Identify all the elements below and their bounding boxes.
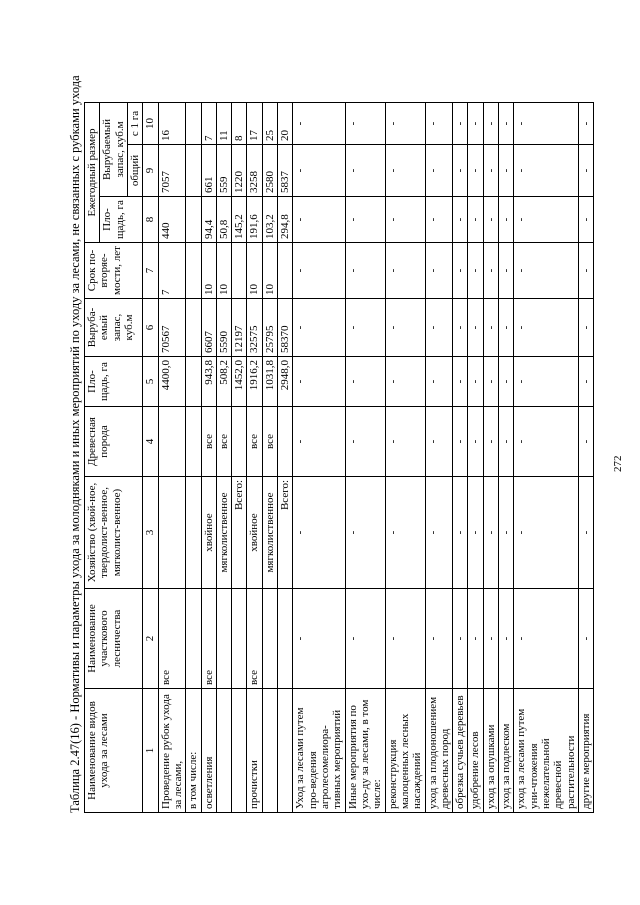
table-cell: другие мероприятия (578, 689, 593, 813)
table-cell: Всего: (278, 477, 293, 589)
table-cell: 10 (262, 243, 277, 299)
table-row (453, 103, 468, 813)
table-cell: - (499, 243, 514, 299)
table-cell: - (345, 477, 385, 589)
table-cell: мягколиственное (216, 477, 231, 589)
table-cell: - (345, 197, 385, 243)
table-cell: - (578, 145, 593, 197)
table-cell: - (385, 145, 425, 197)
table-cell: 559 (216, 145, 231, 197)
table-cell: Проведение рубок ухода за лесами, (158, 689, 186, 813)
table-cell: - (499, 357, 514, 407)
table-cell (232, 243, 247, 299)
table-cell: - (514, 145, 579, 197)
table-cell: - (468, 103, 483, 145)
table-cell: 10 (216, 243, 231, 299)
table-cell (158, 477, 186, 589)
table-cell: - (499, 145, 514, 197)
table-cell: - (293, 103, 345, 145)
table-cell: 661 (201, 145, 216, 197)
table-cell: - (578, 477, 593, 589)
table-cell: удобрение лесов (468, 689, 483, 813)
column-number: 5 (143, 357, 158, 407)
table-cell: - (293, 589, 345, 689)
table-cell: - (483, 589, 498, 689)
table-cell: все (247, 407, 262, 477)
table-row (425, 103, 453, 813)
table-cell: 7 (201, 103, 216, 145)
table-cell: прочистки (247, 689, 262, 813)
table-cell: - (578, 357, 593, 407)
table-cell (278, 243, 293, 299)
table-row (578, 103, 593, 813)
table-cell: - (385, 407, 425, 477)
table-row (216, 103, 231, 813)
table-cell: уход за лесами путем уни-чтожения нежелательной древесной растительности (514, 689, 579, 813)
table-cell: - (483, 477, 498, 589)
table-cell (262, 589, 277, 689)
table-cell: - (483, 357, 498, 407)
table-cell: - (425, 145, 453, 197)
table-cell: реконструкция малоценных лесных насаждений (385, 689, 425, 813)
table-cell: - (425, 477, 453, 589)
care-norms-table (84, 102, 594, 813)
table-cell: 2948,0 (278, 357, 293, 407)
table-cell: 5837 (278, 145, 293, 197)
table-cell: уход за плодоношением древесных пород (425, 689, 453, 813)
table-cell: 7 (158, 243, 186, 299)
table-row (514, 103, 579, 813)
table-cell: все (216, 407, 231, 477)
table-cell: 50,8 (216, 197, 231, 243)
table-cell: - (499, 477, 514, 589)
table-cell: 1452,0 (232, 357, 247, 407)
table-cell: - (345, 243, 385, 299)
table-cell: 1031,8 (262, 357, 277, 407)
header-annual-area: Пло-щадь, га (100, 197, 143, 243)
table-cell: - (468, 243, 483, 299)
table-cell: хвойное (247, 477, 262, 589)
column-number: 10 (143, 103, 158, 145)
table-cell: - (453, 103, 468, 145)
table-cell: 25795 (262, 299, 277, 357)
table-cell: - (425, 357, 453, 407)
table-cell: 1220 (232, 145, 247, 197)
table-cell: - (385, 243, 425, 299)
table-cell: - (514, 357, 579, 407)
table-row (483, 103, 498, 813)
table-cell (186, 145, 201, 197)
table-cell (186, 589, 201, 689)
table-row (158, 103, 186, 813)
table-cell: - (385, 477, 425, 589)
table-cell (186, 407, 201, 477)
table-cell: - (514, 407, 579, 477)
header-care-type: Наименование видов ухода за лесами (85, 689, 143, 813)
header-forestry: Наименование участкового лесничества (85, 589, 143, 689)
table-cell: мягколиственное (262, 477, 277, 589)
table-cell: - (453, 357, 468, 407)
table-cell: - (345, 299, 385, 357)
table-cell: - (514, 197, 579, 243)
table-cell: - (483, 145, 498, 197)
table-cell (232, 407, 247, 477)
table-cell: - (345, 103, 385, 145)
table-cell: Иные мероприятия по ухо-ду за лесами, в том числе: (345, 689, 385, 813)
column-number: 7 (143, 243, 158, 299)
table-row (186, 103, 201, 813)
table-cell: - (468, 477, 483, 589)
table-cell: 4400,0 (158, 357, 186, 407)
table-cell: 25 (262, 103, 277, 145)
table-cell: 508,2 (216, 357, 231, 407)
table-cell: - (293, 357, 345, 407)
table-row (499, 103, 514, 813)
table-cell: - (483, 299, 498, 357)
table-cell: - (468, 357, 483, 407)
table-cell: - (453, 299, 468, 357)
table-cell: 10 (201, 243, 216, 299)
table-cell: - (514, 589, 579, 689)
table-cell: 8 (232, 103, 247, 145)
header-volume: Выруба-емый запас, куб.м (85, 299, 143, 357)
table-cell: 58370 (278, 299, 293, 357)
table-cell: - (425, 243, 453, 299)
table-cell: 10 (247, 243, 262, 299)
table-cell: 3258 (247, 145, 262, 197)
table-cell: все (262, 407, 277, 477)
table-cell: 12197 (232, 299, 247, 357)
table-cell (262, 689, 277, 813)
column-number: 2 (143, 589, 158, 689)
table-cell: - (483, 103, 498, 145)
table-cell: 5590 (216, 299, 231, 357)
table-cell: - (425, 197, 453, 243)
table-cell: - (425, 407, 453, 477)
table-cell: - (468, 299, 483, 357)
header-annual: Ежегодный размер (85, 103, 100, 243)
table-cell: - (453, 589, 468, 689)
table-cell (186, 477, 201, 589)
table-cell: 20 (278, 103, 293, 145)
table-cell: - (499, 299, 514, 357)
table-cell: 11 (216, 103, 231, 145)
table-cell (186, 299, 201, 357)
header-volume-per-ha: с 1 га (127, 103, 142, 145)
table-cell (216, 589, 231, 689)
table-cell: - (514, 103, 579, 145)
table-cell: все (247, 589, 262, 689)
table-cell: обрезка сучьев деревьев (453, 689, 468, 813)
table-cell: - (385, 197, 425, 243)
table-cell: - (293, 299, 345, 357)
table-cell: - (453, 407, 468, 477)
table-cell: - (385, 299, 425, 357)
table-cell (186, 357, 201, 407)
table-cell: 145,2 (232, 197, 247, 243)
table-cell: - (453, 197, 468, 243)
table-cell: - (514, 477, 579, 589)
column-number: 9 (143, 145, 158, 197)
table-cell: - (514, 243, 579, 299)
table-cell: - (578, 407, 593, 477)
table-cell: - (578, 103, 593, 145)
table-row (385, 103, 425, 813)
table-cell: - (453, 145, 468, 197)
table-row (278, 103, 293, 813)
table-cell: 32575 (247, 299, 262, 357)
table-cell: - (453, 243, 468, 299)
table-cell: - (499, 589, 514, 689)
table-row (232, 103, 247, 813)
table-cell: - (499, 407, 514, 477)
table-cell: - (385, 103, 425, 145)
table-cell: - (578, 243, 593, 299)
table-cell: Уход за лесами путем про-ведения агролесомелиора-тивных мероприятий (293, 689, 345, 813)
header-annual-volume: Вырубаемый запас, куб.м (100, 103, 128, 197)
table-cell: - (499, 103, 514, 145)
table-row (345, 103, 385, 813)
table-cell: 94,4 (201, 197, 216, 243)
table-cell: 943,8 (201, 357, 216, 407)
header-economy: Хозяйство (хвой-ное, твердолист-венное, мягколист-венное) (85, 477, 143, 589)
table-cell: - (578, 197, 593, 243)
header-volume-total: общий (127, 145, 142, 197)
table-cell (232, 689, 247, 813)
table-cell: все (201, 589, 216, 689)
table-cell: - (514, 299, 579, 357)
table-cell: - (345, 407, 385, 477)
column-number: 6 (143, 299, 158, 357)
table-cell: - (385, 357, 425, 407)
table-cell: - (468, 407, 483, 477)
table-cell (186, 197, 201, 243)
table-cell: - (345, 357, 385, 407)
table-cell: - (468, 589, 483, 689)
table-cell: 16 (158, 103, 186, 145)
column-number-row (143, 103, 158, 813)
table-cell: - (293, 477, 345, 589)
table-cell: в том числе: (186, 689, 201, 813)
table-cell: - (345, 145, 385, 197)
table-row (201, 103, 216, 813)
table-cell: - (453, 477, 468, 589)
table-cell (216, 689, 231, 813)
table-cell: - (293, 407, 345, 477)
table-cell: - (425, 299, 453, 357)
table-row (262, 103, 277, 813)
table-cell: уход за подлеском (499, 689, 514, 813)
table-cell: - (483, 197, 498, 243)
page-number: 272 (612, 455, 624, 472)
table-cell: - (468, 197, 483, 243)
header-area: Пло-щадь, га (85, 357, 143, 407)
column-number: 1 (143, 689, 158, 813)
table-cell: 17 (247, 103, 262, 145)
table-cell: - (425, 589, 453, 689)
table-cell: - (578, 299, 593, 357)
table-cell: 440 (158, 197, 186, 243)
table-cell: 103,2 (262, 197, 277, 243)
table-cell (278, 407, 293, 477)
table-cell: 2580 (262, 145, 277, 197)
table-cell: - (499, 197, 514, 243)
table-cell: 191,6 (247, 197, 262, 243)
table-cell: 7057 (158, 145, 186, 197)
table-cell: - (293, 197, 345, 243)
table-cell (186, 243, 201, 299)
table-caption: Таблица 2.47(16) - Нормативы и параметры ухода за молодняками и иных мероприятий по уходу за лесами, не связанных с рубками ухода (68, 75, 82, 813)
table-cell: - (385, 589, 425, 689)
table-cell: хвойное (201, 477, 216, 589)
table-cell: уход за опушками (483, 689, 498, 813)
table-cell: - (483, 407, 498, 477)
table-cell: 70567 (158, 299, 186, 357)
table-cell: Всего: (232, 477, 247, 589)
column-number: 3 (143, 477, 158, 589)
table-cell: - (483, 243, 498, 299)
table-row (293, 103, 345, 813)
table-cell: - (468, 145, 483, 197)
column-number: 8 (143, 197, 158, 243)
table-cell (278, 589, 293, 689)
table-cell (232, 589, 247, 689)
table-cell: все (201, 407, 216, 477)
table-cell: - (293, 145, 345, 197)
column-number: 4 (143, 407, 158, 477)
table-cell: - (578, 589, 593, 689)
table-cell: 1916,2 (247, 357, 262, 407)
header-period: Срок по-вторяе-мости, лет (85, 243, 143, 299)
table-cell: 294,8 (278, 197, 293, 243)
table-cell (278, 689, 293, 813)
table-cell: 6607 (201, 299, 216, 357)
header-species: Древесная порода (85, 407, 143, 477)
table-row (247, 103, 262, 813)
table-row (468, 103, 483, 813)
table-cell: - (425, 103, 453, 145)
table-cell: - (345, 589, 385, 689)
table-cell (186, 103, 201, 145)
table-cell: все (158, 589, 186, 689)
table-cell: осветления (201, 689, 216, 813)
table-cell: - (293, 243, 345, 299)
table-cell (158, 407, 186, 477)
